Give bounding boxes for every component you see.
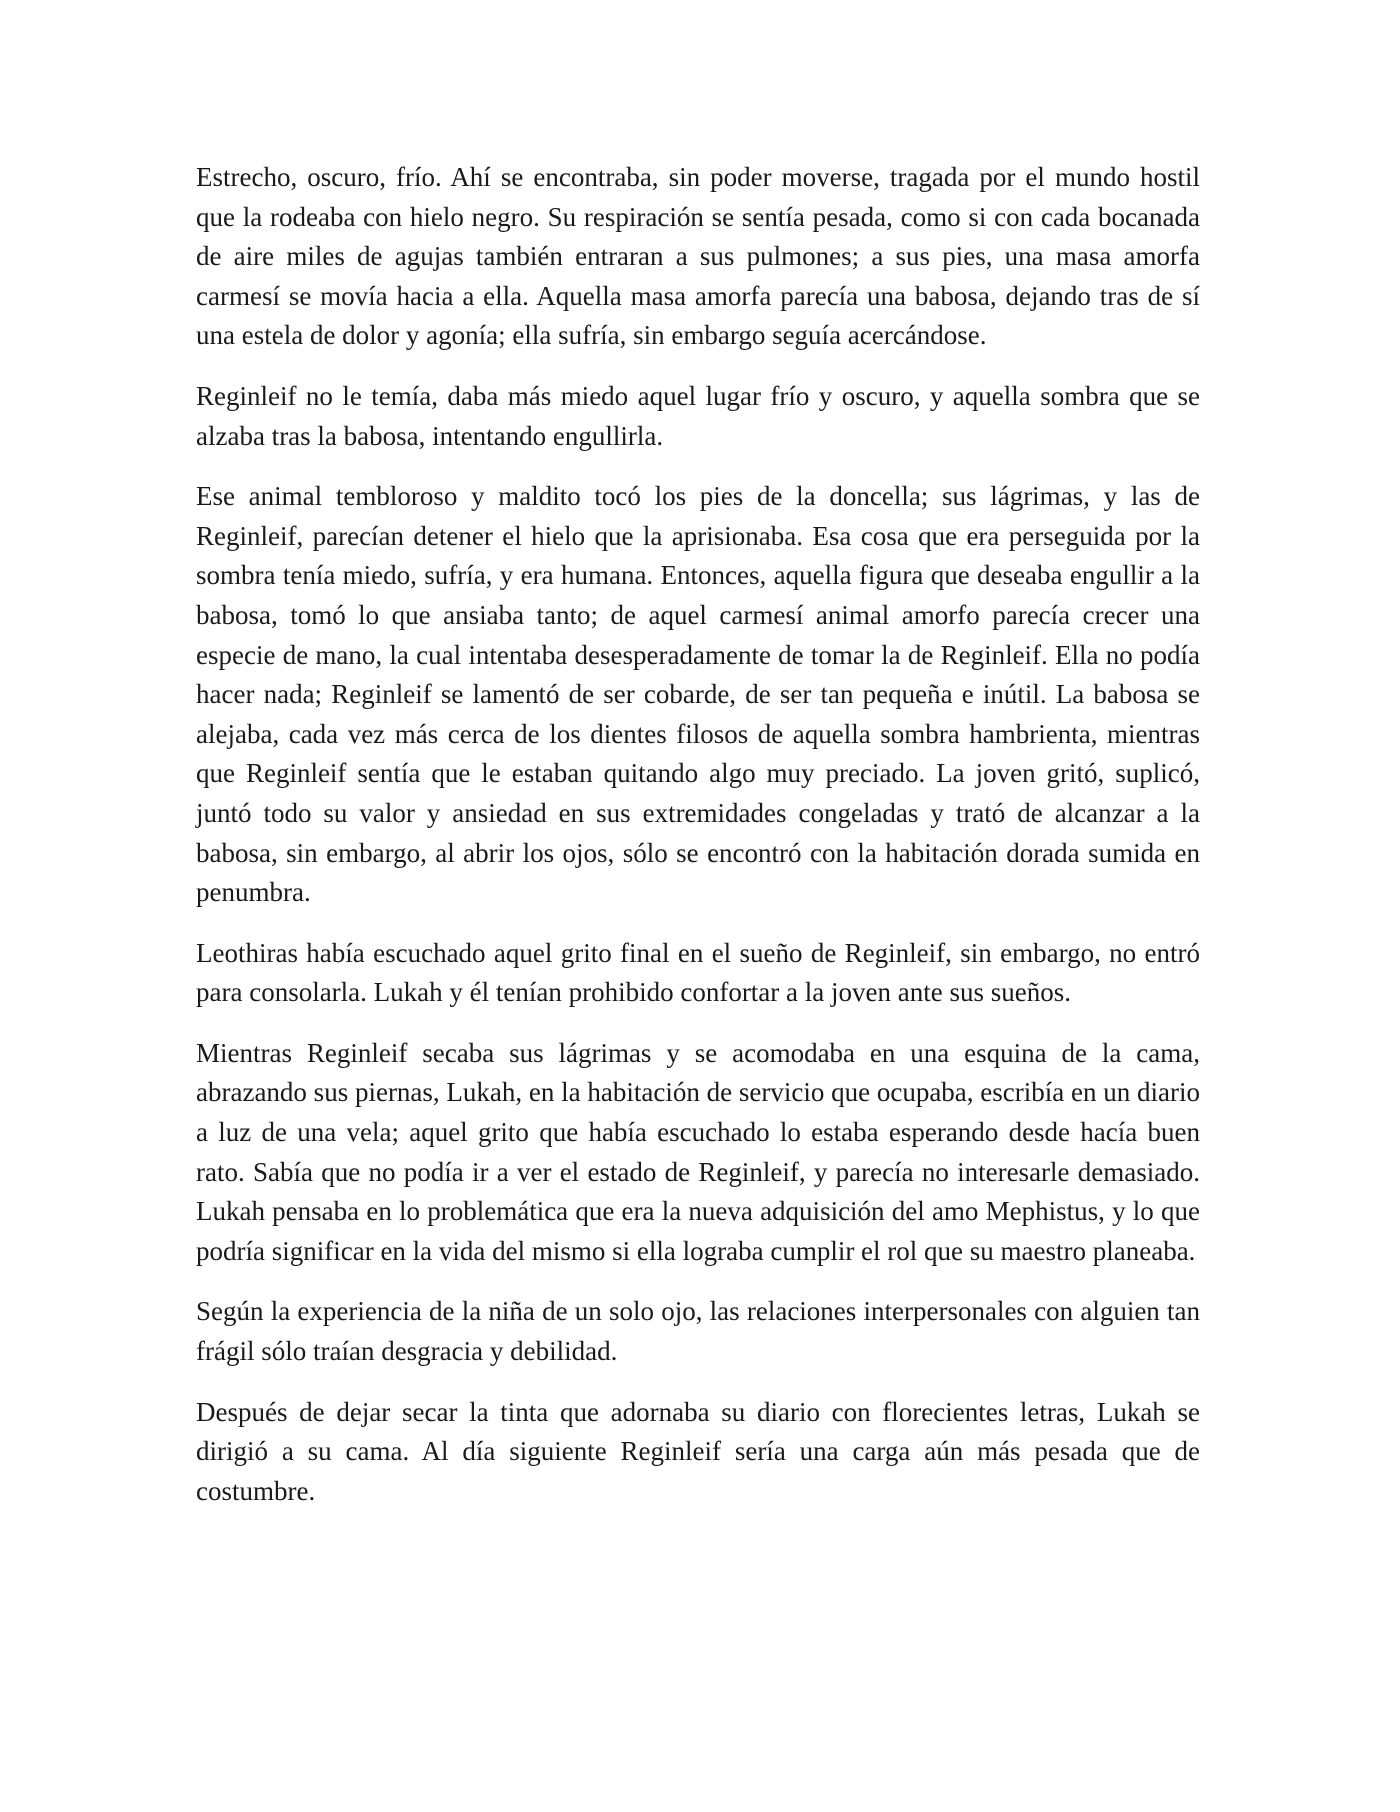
paragraph-6: Según la experiencia de la niña de un solo ojo, las relaciones interpersonales con alguien tan frágil sólo traían desgracia y debilidad. — [196, 1296, 1200, 1367]
paragraph-5: Mientras Reginleif secaba sus lágrimas y se acomodaba en una esquina de la cama, abrazando sus piernas, Lukah, en la habitación de servicio que ocupaba, escribía en un diario a luz de una vela; aquel grito que había escuchado lo estaba esperando desde hacía buen rato. Sabía que no podía ir a ver el estado de Reginleif, y parecía no interesarle demasiado. Lukah pensaba en lo problemática que era la nueva adquisición del amo Mephistus, y lo que podría significar en la vida del mismo si ella lograba cumplir el rol que su maestro planeaba. — [196, 1037, 1200, 1266]
paragraph-2: Reginleif no le temía, daba más miedo aquel lugar frío y oscuro, y aquella sombra que se alzaba tras la babosa, intentando engullirla. — [196, 380, 1200, 451]
paragraph-7: Después de dejar secar la tinta que adornaba su diario con florecientes letras, Lukah se dirigió a su cama. Al día siguiente Reginleif sería una carga aún más pesada que de costumbre. — [196, 1396, 1200, 1506]
paragraph-3: Ese animal tembloroso y maldito tocó los pies de la doncella; sus lágrimas, y las de Reginleif, parecían detener el hielo que la aprisionaba. Esa cosa que era perseguida por la sombra tenía miedo, sufría, y era humana. Entonces, aquella figura que deseaba engullir a la babosa, tomó lo que ansiaba tanto; de aquel carmesí animal amorfo parecía crecer una especie de mano, la cual intentaba desesperadamente de tomar la de Reginleif. Ella no podía hacer nada; Reginleif se lamentó de ser cobarde, de ser tan pequeña e inútil. La babosa se alejaba, cada vez más cerca de los dientes filosos de aquella sombra hambrienta, mientras que Reginleif sentía que le estaban quitando algo muy preciado. La joven gritó, suplicó, juntó todo su valor y ansiedad en sus extremidades congeladas y trató de alcanzar a la babosa, sin embargo, al abrir los ojos, sólo se encontró con la habitación dorada sumida en penumbra. — [196, 481, 1200, 908]
paragraph-1: Estrecho, oscuro, frío. Ahí se encontraba, sin poder moverse, tragada por el mundo hostil que la rodeaba con hielo negro. Su respiración se sentía pesada, como si con cada bocanada de aire miles de agujas también entraran a sus pulmones; a sus pies, una masa amorfa carmesí se movía hacia a ella. Aquella masa amorfa parecía una babosa, dejando tras de sí una estela de dolor y agonía; ella sufría, sin embargo seguía acercándose. — [196, 162, 1200, 351]
document-page — [196, 158, 1200, 1532]
paragraph-4: Leothiras había escuchado aquel grito final en el sueño de Reginleif, sin embargo, no entró para consolarla. Lukah y él tenían prohibido confortar a la joven ante sus sueños. — [196, 937, 1200, 1008]
